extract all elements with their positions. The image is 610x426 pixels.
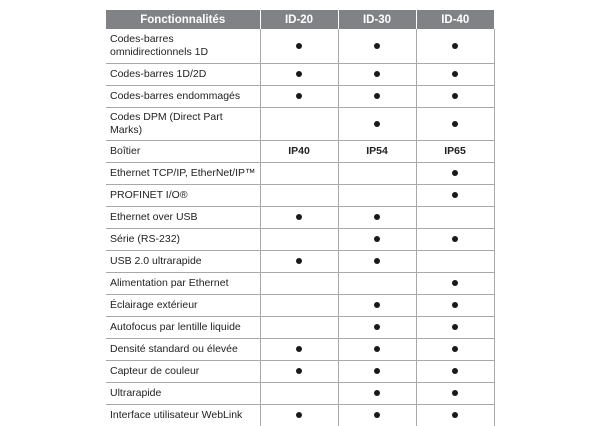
supported-dot-icon <box>296 93 302 99</box>
cell-id-30 <box>338 405 416 426</box>
cell-id-20 <box>260 383 338 405</box>
feature-label: Capteur de couleur <box>106 361 260 383</box>
supported-dot-icon <box>452 390 458 396</box>
supported-dot-icon <box>374 324 380 330</box>
cell-id-30 <box>338 163 416 185</box>
supported-dot-icon <box>452 412 458 418</box>
supported-dot-icon <box>452 170 458 176</box>
cell-id-30 <box>338 383 416 405</box>
supported-dot-icon <box>452 368 458 374</box>
table-row <box>106 29 494 64</box>
cell-id-30 <box>338 251 416 273</box>
cell-id-40 <box>416 64 494 86</box>
table-row <box>106 383 494 405</box>
cell-id-20 <box>260 141 338 163</box>
cell-id-20 <box>260 251 338 273</box>
cell-id-30 <box>338 229 416 251</box>
supported-dot-icon <box>296 43 302 49</box>
table-row <box>106 207 494 229</box>
cell-id-20 <box>260 339 338 361</box>
table-row <box>106 251 494 273</box>
supported-dot-icon <box>374 390 380 396</box>
header-id-40: ID-40 <box>416 10 494 29</box>
table-header <box>106 10 494 29</box>
supported-dot-icon <box>452 280 458 286</box>
cell-id-20 <box>260 29 338 64</box>
supported-dot-icon <box>374 236 380 242</box>
cell-id-40 <box>416 339 494 361</box>
cell-id-40 <box>416 383 494 405</box>
supported-dot-icon <box>452 71 458 77</box>
cell-id-30 <box>338 108 416 141</box>
supported-dot-icon <box>452 93 458 99</box>
cell-id-30 <box>338 29 416 64</box>
supported-dot-icon <box>452 324 458 330</box>
cell-id-40 <box>416 295 494 317</box>
cell-id-40 <box>416 185 494 207</box>
feature-label: Boîtier <box>106 141 260 163</box>
table-row <box>106 273 494 295</box>
cell-id-20 <box>260 273 338 295</box>
cell-id-40 <box>416 163 494 185</box>
table-row <box>106 295 494 317</box>
feature-label: Ultrarapide <box>106 383 260 405</box>
cell-id-40 <box>416 273 494 295</box>
cell-id-20 <box>260 163 338 185</box>
cell-id-30 <box>338 295 416 317</box>
cell-id-40 <box>416 207 494 229</box>
feature-label: Interface utilisateur WebLink <box>106 405 260 426</box>
feature-label: Ethernet over USB <box>106 207 260 229</box>
supported-dot-icon <box>374 214 380 220</box>
cell-id-30 <box>338 273 416 295</box>
header-row <box>106 10 494 29</box>
cell-id-40 <box>416 405 494 426</box>
supported-dot-icon <box>452 236 458 242</box>
supported-dot-icon <box>374 121 380 127</box>
supported-dot-icon <box>296 412 302 418</box>
cell-id-20 <box>260 405 338 426</box>
header-features: Fonctionnalités <box>106 10 260 29</box>
cell-id-30 <box>338 86 416 108</box>
cell-id-40 <box>416 108 494 141</box>
cell-id-20 <box>260 229 338 251</box>
table-row <box>106 317 494 339</box>
supported-dot-icon <box>374 258 380 264</box>
cell-id-20 <box>260 317 338 339</box>
feature-label: Codes DPM (Direct Part Marks) <box>106 108 260 141</box>
cell-id-30 <box>338 64 416 86</box>
cell-id-30 <box>338 141 416 163</box>
table-row <box>106 339 494 361</box>
cell-id-30 <box>338 185 416 207</box>
cell-id-30 <box>338 339 416 361</box>
supported-dot-icon <box>296 258 302 264</box>
supported-dot-icon <box>452 346 458 352</box>
feature-label: Codes-barres endommagés <box>106 86 260 108</box>
table-row <box>106 185 494 207</box>
cell-id-20 <box>260 108 338 141</box>
cell-id-20 <box>260 64 338 86</box>
supported-dot-icon <box>374 302 380 308</box>
feature-label: Autofocus par lentille liquide <box>106 317 260 339</box>
supported-dot-icon <box>374 93 380 99</box>
feature-label: USB 2.0 ultrarapide <box>106 251 260 273</box>
cell-id-30 <box>338 317 416 339</box>
supported-dot-icon <box>374 412 380 418</box>
enclosure-rating: IP54 <box>366 145 388 157</box>
feature-label: Densité standard ou élevée <box>106 339 260 361</box>
enclosure-rating: IP65 <box>444 145 466 157</box>
table-row <box>106 64 494 86</box>
supported-dot-icon <box>296 71 302 77</box>
table-row <box>106 163 494 185</box>
enclosure-rating: IP40 <box>288 145 310 157</box>
feature-label: PROFINET I/O® <box>106 185 260 207</box>
supported-dot-icon <box>374 368 380 374</box>
feature-label: Alimentation par Ethernet <box>106 273 260 295</box>
cell-id-40 <box>416 141 494 163</box>
supported-dot-icon <box>296 368 302 374</box>
cell-id-40 <box>416 251 494 273</box>
table-row <box>106 108 494 141</box>
supported-dot-icon <box>452 302 458 308</box>
supported-dot-icon <box>296 346 302 352</box>
table-row <box>106 141 494 163</box>
supported-dot-icon <box>374 71 380 77</box>
feature-label: Codes-barres 1D/2D <box>106 64 260 86</box>
cell-id-40 <box>416 361 494 383</box>
table-row <box>106 361 494 383</box>
supported-dot-icon <box>374 43 380 49</box>
table-row <box>106 405 494 426</box>
table-row <box>106 86 494 108</box>
cell-id-20 <box>260 207 338 229</box>
cell-id-30 <box>338 361 416 383</box>
table-row <box>106 229 494 251</box>
feature-label: Éclairage extérieur <box>106 295 260 317</box>
supported-dot-icon <box>452 192 458 198</box>
cell-id-20 <box>260 295 338 317</box>
feature-label: Ethernet TCP/IP, EtherNet/IP™ <box>106 163 260 185</box>
cell-id-30 <box>338 207 416 229</box>
cell-id-20 <box>260 361 338 383</box>
feature-comparison-table <box>106 10 495 426</box>
cell-id-40 <box>416 86 494 108</box>
cell-id-40 <box>416 29 494 64</box>
supported-dot-icon <box>452 43 458 49</box>
table-body <box>106 29 494 426</box>
supported-dot-icon <box>452 121 458 127</box>
header-id-30: ID-30 <box>338 10 416 29</box>
cell-id-20 <box>260 86 338 108</box>
cell-id-40 <box>416 229 494 251</box>
cell-id-20 <box>260 185 338 207</box>
header-id-20: ID-20 <box>260 10 338 29</box>
supported-dot-icon <box>296 214 302 220</box>
feature-label: Codes-barres omnidirectionnels 1D <box>106 29 260 64</box>
supported-dot-icon <box>374 346 380 352</box>
cell-id-40 <box>416 317 494 339</box>
feature-comparison-table-wrapper <box>106 10 494 426</box>
feature-label: Série (RS-232) <box>106 229 260 251</box>
